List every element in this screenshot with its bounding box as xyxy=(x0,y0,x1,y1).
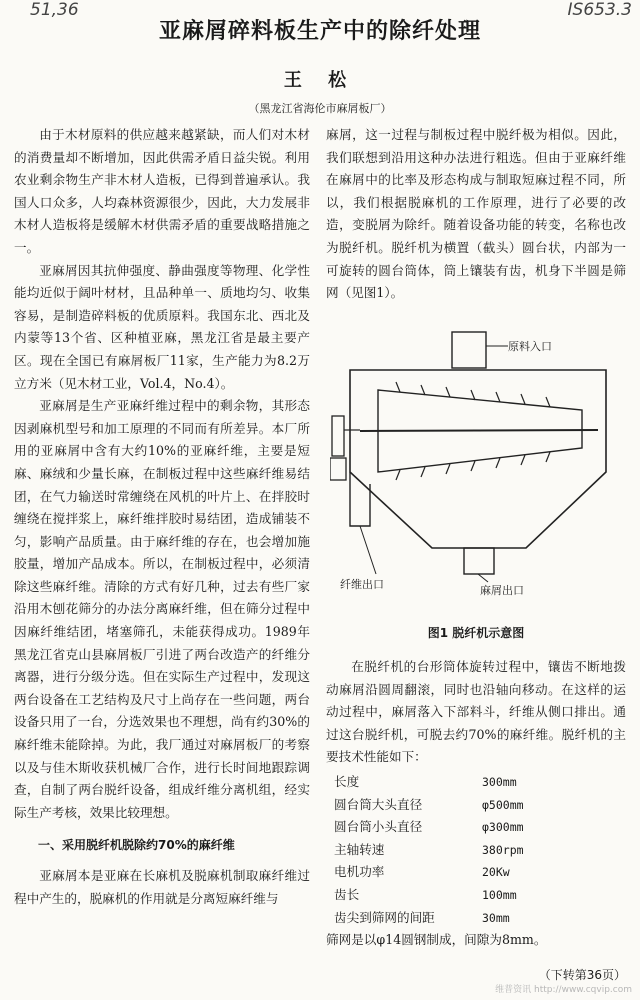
margin-note-left: 51,36 xyxy=(30,0,79,20)
spec-value: 100mm xyxy=(482,887,517,902)
spec-row xyxy=(326,816,626,839)
sieve-note: 筛网是以φ14圆钢制成，间隙为8mm。 xyxy=(326,932,547,948)
spec-row xyxy=(326,884,626,907)
spec-name: 圆台筒大头直径 xyxy=(334,796,423,812)
spec-name: 齿尖到筛网的间距 xyxy=(334,909,435,925)
spec-list xyxy=(326,771,626,929)
spec-name: 齿长 xyxy=(334,886,360,902)
author-affiliation: （黑龙江省海伦市麻屑板厂） xyxy=(248,102,392,115)
machine-housing xyxy=(350,370,606,548)
continued-note: （下转第36页） xyxy=(538,968,626,982)
paragraph: 麻屑，这一过程与制板过程中脱纤极为相似。因此，我们联想到沿用这种办法进行粗选。但由于亚麻纤维在麻屑中的比率及形态构成与制取短麻过程不同，所以，我们根据脱麻机的工作原理，进行了必要的改造，变脱屑为除纤。随着设备功能的转变，名称也改为脱纤机。脱纤机为横置（截头）圆台状，内部为一可旋转的圆台筒体，筒上镶装有齿，机身下半圆是筛网（见图1）。 xyxy=(326,127,626,301)
paragraph: 在脱纤机的台形筒体旋转过程中，镶齿不断地拨动麻屑沿圆周翻滚，同时也沿轴向移动。在这样的运动过程中，麻屑落入下部料斗，纤维从侧口排出。通过这台脱纤机，可脱去约70%的麻纤维。脱纤机的主要技术性能如下： xyxy=(326,659,626,765)
spec-name: 电机功率 xyxy=(334,864,385,880)
author-name: 王 松 xyxy=(283,70,357,91)
article-title: 亚麻屑碎料板生产中的除纤处理 xyxy=(158,19,481,44)
section-heading: 一、采用脱纤机脱除约70%的麻纤维 xyxy=(38,838,235,853)
spec-name: 长度 xyxy=(334,773,360,789)
right-column-bottom xyxy=(326,656,626,952)
fiber-separator-diagram xyxy=(330,330,626,620)
watermark: 维普资讯 http://www.cqvip.com xyxy=(495,985,632,995)
inlet-label: 原料入口 xyxy=(508,340,552,353)
spec-value: 300mm xyxy=(482,774,517,789)
spec-row xyxy=(326,861,626,884)
chaff-outlet-label: 麻屑出口 xyxy=(480,584,524,597)
drive-pulley xyxy=(332,416,344,456)
right-column-top xyxy=(326,124,626,305)
paragraph: 由于木材原料的供应越来越紧缺，而人们对木材的消费量却不断增加，因此供需矛盾日益尖锐。利用农业剩余物生产非木材人造板，已得到普遍承认。我国人口众多，人均森林资源很少，因此，大力发展非木材人造板将是缓解木材供需矛盾的重要战略措施之一。 xyxy=(14,127,310,255)
paragraph: 亚麻屑本是亚麻在长麻机及脱麻机制取麻纤维过程中产生的，脱麻机的作用就是分离短麻纤维与 xyxy=(14,868,310,906)
main-shaft xyxy=(360,430,598,431)
spec-row xyxy=(326,839,626,862)
spec-row xyxy=(326,794,626,817)
spec-value: 30mm xyxy=(482,910,510,925)
figure-caption: 图1 脱纤机示意图 xyxy=(427,626,525,640)
paragraph: 亚麻屑是生产亚麻纤维过程中的剩余物，其形态因剥麻机型号和加工原理的不同而有所差异。本厂所用的亚麻屑中含有大约10%的亚麻纤维，主要是短麻、麻绒和少量长麻，在制板过程中这些麻纤维易结团，在气力输送时常缠绕在风机的叶片上、在拌胶时缠绕在搅拌浆上，麻纤维拌胶时易结团，造成铺装不匀，影响产品质量。由于麻纤维的存在，也会增加施胶量，增加产品成本。所以，在制板过程中，必须清除这些麻纤维。清除的方式有好几种，过去有些厂家沿用木刨花筛分的办法分离麻纤维，但在筛分过程中因麻纤维结团，堵塞筛孔，未能获得成功。1989年黑龙江省克山县麻屑板厂引进了两台改造产的纤维分离器，进行分级分选。但在实际生产过程中，发现这两台设备在工艺结构及尺寸上尚存在一些问题，两台设备只用了一台，分选效果也不理想，尚有约30%的麻纤维未能除掉。为此，我厂通过对麻屑板厂的考察以及与佳木斯收获机械厂合作，进行长时间地跟踪调查，自制了两台脱纤设备，组成纤维分离机组，经实际生产考核，效果比较理想。 xyxy=(14,398,310,820)
left-column xyxy=(14,124,310,910)
spec-name: 主轴转速 xyxy=(334,841,385,857)
chaff-outlet xyxy=(464,548,494,574)
fiber-outlet-label: 纤维出口 xyxy=(340,578,384,591)
spec-value: 380rpm xyxy=(482,842,524,857)
motor xyxy=(330,458,346,480)
spec-value: φ300mm xyxy=(482,820,524,835)
spec-row xyxy=(326,771,626,794)
spec-value: 20Kw xyxy=(482,865,510,880)
paragraph: 亚麻屑因其抗伸强度、静曲强度等物理、化学性能均近似于阔叶材材，且品种单一、质地均匀、收集容易，是制造碎料板的优质原料。我国东北、西北及内蒙等13个省、区种植亚麻，黑龙江省是最主要产区。现在全国已有麻屑板厂11家，生产能力为8.2万立方米（见木材工业，Vol.4，No.4）。 xyxy=(14,262,310,391)
spec-value: φ500mm xyxy=(482,797,524,812)
fiber-outlet xyxy=(350,472,370,526)
margin-note-right: IS653.3 xyxy=(567,0,632,20)
spec-name: 圆台筒小头直径 xyxy=(334,819,423,835)
inlet-chute xyxy=(452,332,486,368)
spec-row xyxy=(326,907,626,930)
